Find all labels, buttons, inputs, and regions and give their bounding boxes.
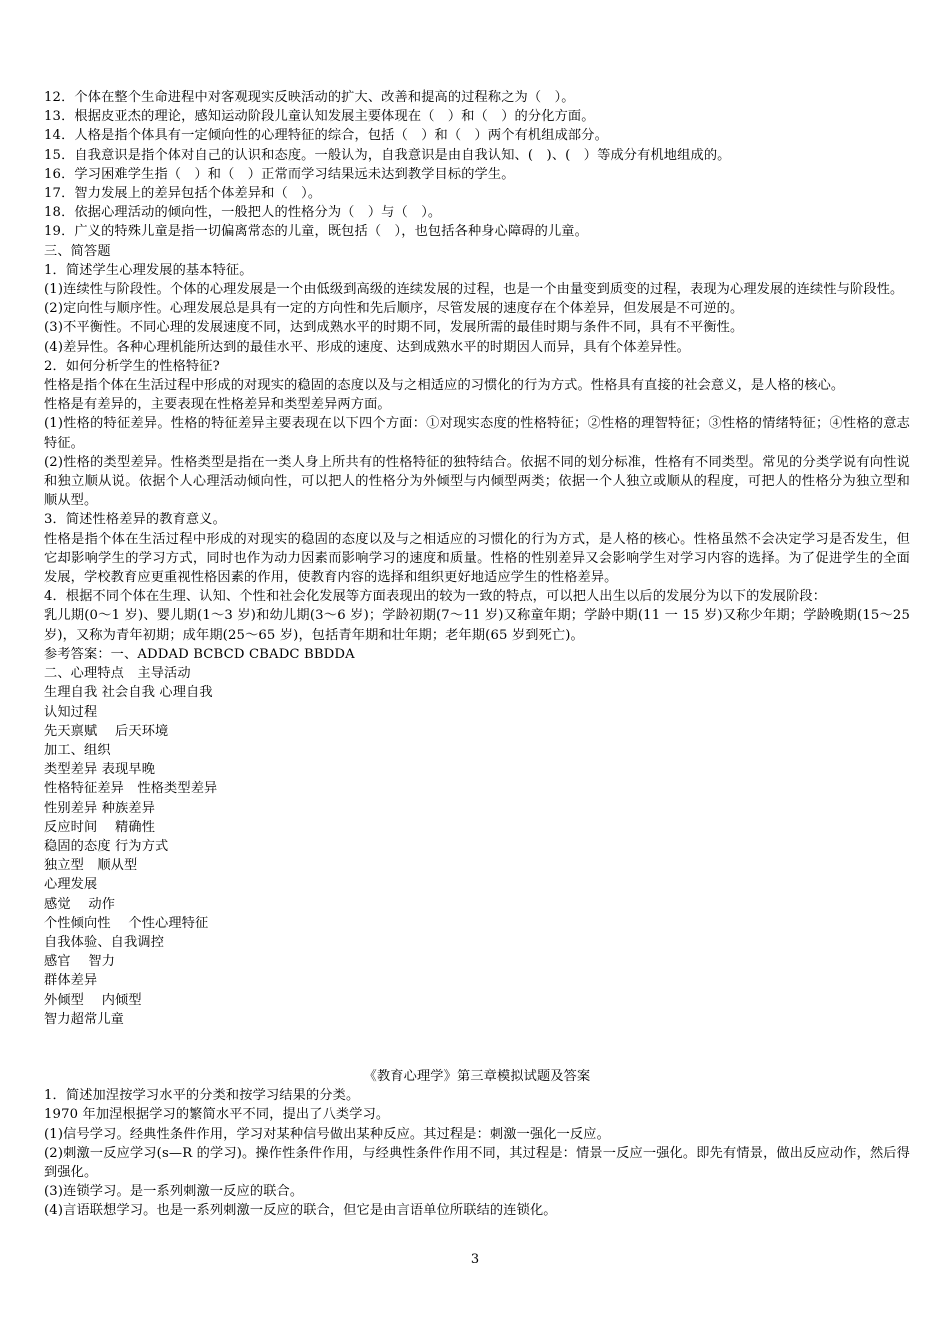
question-3: [44, 510, 910, 587]
answer-item: 感觉 动作: [44, 896, 116, 912]
answer-paragraph: 乳儿期(0～1 岁)、婴儿期(1～3 岁)和幼儿期(3～6 岁)；学龄初期(7～11 岁)又称童年期；学龄中期(11 一 15 岁)又称少年期；学龄晚期(15～25 岁)，又称为青年初期；成年期(25～65 岁)，包括青年期和壮年期；老年期(65 岁到死亡)。: [44, 608, 910, 643]
answer-item: 性别差异 种族差异: [44, 800, 156, 816]
answer-item: 智力超常儿童: [44, 1011, 125, 1027]
document-page: [44, 88, 910, 1221]
answer-item: 心理发展: [44, 877, 98, 893]
question-text: 4．根据不同个体在生理、认知、个性和社会化发展等方面表现出的较为一致的特点，可以把人出生以后的发展分为以下的发展阶段：: [44, 589, 827, 605]
answer-item: 感官 智力: [44, 954, 116, 970]
answer-paragraph: (1)连续性与阶段性。个体的心理发展是一个由低级到高级的连续发展的过程，也是一个由量变到质变的过程，表现为心理发展的连续性与阶段性。: [44, 282, 904, 298]
chapter-title: 《教育心理学》第三章模拟试题及答案: [363, 1068, 591, 1084]
answer-paragraph: (2)性格的类型差异。性格类型是指在一类人身上所共有的性格特征的独特结合。依据不同的划分标准，性格有不同类型。常见的分类学说有向性说和独立顺从说。依据个人心理活动倾向性，可以把人的性格分为外倾型与内倾型两类；依据一个人独立或顺从的程度，可把人的性格分为独立型和顺从型。: [44, 454, 910, 509]
answer-paragraph: (4)言语联想学习。也是一系列刺激一反应的联合，但它是由言语单位所联结的连锁化。: [44, 1203, 557, 1219]
answer-key-line: 参考答案：一、ADDAD BCBCD CBADC BBDDA: [44, 646, 355, 662]
answer-item: 反应时间 精确性: [44, 819, 156, 835]
fill-item-18: 18．依据心理活动的倾向性，一般把人的性格分为（ ）与（ ）。: [44, 205, 442, 221]
answer-paragraph: (4)差异性。各种心理机能所达到的最佳水平、形成的速度、达到成熟水平的时期因人而异，具有个体差异性。: [44, 339, 690, 355]
answer-item: 个性倾向性 个性心理特征: [44, 915, 209, 931]
section-heading: 三、简答题: [44, 243, 111, 259]
question-text: 1．简述加涅按学习水平的分类和按学习结果的分类。: [44, 1088, 360, 1104]
answer-paragraph: (3)连锁学习。是一系列刺激一反应的联合。: [44, 1184, 304, 1200]
question-text: 1．简述学生心理发展的基本特征。: [44, 262, 253, 278]
answer-item: 群体差异: [44, 973, 98, 989]
answer-paragraph: (1)信号学习。经典性条件作用，学习对某种信号做出某种反应。其过程是：刺激一强化一反应。: [44, 1126, 610, 1142]
question-text: 3．简述性格差异的教育意义。: [44, 512, 226, 528]
answer-item: 独立型 顺从型: [44, 858, 138, 874]
answer-item: 自我体验、自我调控: [44, 934, 165, 950]
answer-paragraph: 性格是有差异的，主要表现在性格差异和类型差异两方面。: [44, 397, 391, 413]
answer-item: 生理自我 社会自我 心理自我: [44, 685, 213, 701]
question-1: [44, 261, 910, 357]
answer-item: 稳固的态度 行为方式: [44, 838, 169, 854]
page-number: 3: [470, 1252, 480, 1267]
answer-paragraph: 性格是指个体在生活过程中形成的对现实的稳固的态度以及与之相适应的习惯化的行为方式，是人格的核心。性格虽然不会决定学习是否发生，但它却影响学生的学习方式，同时也作为动力因素而影响学习的速度和质量。性格的性别差异又会影响学生对学习内容的选择。为了促进学生的全面发展，学校教育应更重视性格因素的作用，使教育内容的选择和组织更好地适应学生的性格差异。: [44, 531, 910, 586]
fill-item-12: 12．个体在整个生命进程中对客观现实反映活动的扩大、改善和提高的过程称之为（ ）。: [44, 90, 575, 105]
reference-answers: [44, 645, 910, 1029]
question-4: [44, 587, 910, 645]
fill-item-13: 13．根据皮亚杰的理论，感知运动阶段儿童认知发展主要体现在（ ）和（ ）的分化方面。: [44, 109, 595, 125]
answer-item: 二、心理特点 主导活动: [44, 666, 191, 682]
fill-item-15: 15．自我意识是指个体对自己的认识和态度。一般认为，自我意识是由自我认知、( )、( ）等成分有机地组成的。: [44, 147, 731, 163]
answer-paragraph: 性格是指个体在生活过程中形成的对现实的稳固的态度以及与之相适应的习惯化的行为方式。性格具有直接的社会意义，是人格的核心。: [44, 378, 845, 394]
fill-blank-list: [44, 88, 910, 242]
answer-paragraph: (3)不平衡性。不同心理的发展速度不同，达到成熟水平的时期不同，发展所需的最佳时期与条件不同，具有不平衡性。: [44, 320, 744, 336]
answer-paragraph: (2)刺激一反应学习(s—R 的学习)。操作性条件作用，与经典性条件作用不同，其过程是：情景一反应一强化。即先有情景，做出反应动作，然后得到强化。: [44, 1145, 910, 1180]
answer-item: 性格特征差异 性格类型差异: [44, 781, 218, 797]
fill-item-19: 19．广义的特殊儿童是指一切偏离常态的儿童，既包括（ ），也包括各种身心障碍的儿童。: [44, 224, 588, 240]
answer-item: 认知过程: [44, 704, 98, 720]
question-text: 2．如何分析学生的性格特征?: [44, 358, 220, 374]
fill-item-14: 14．人格是指个体具有一定倾向性的心理特征的综合，包括（ ）和（ ）两个有机组成部分。: [44, 128, 608, 144]
answer-paragraph: (2)定向性与顺序性。心理发展总是具有一定的方向性和先后顺序，尽管发展的速度存在个体差异，但发展是不可逆的。: [44, 301, 744, 317]
answer-item: 加工、组织: [44, 742, 111, 758]
answer-paragraph: 1970 年加涅根据学习的繁简水平不同，提出了八类学习。: [44, 1107, 390, 1123]
fill-item-17: 17．智力发展上的差异包括个体差异和（ ）。: [44, 186, 322, 202]
answer-item: 外倾型 内倾型: [44, 992, 142, 1008]
chapter3-question-1: [44, 1086, 910, 1220]
question-2: [44, 357, 910, 511]
answer-item: 类型差异 表现早晚: [44, 762, 156, 778]
answer-item: 先天禀赋 后天环境: [44, 723, 169, 739]
fill-item-16: 16．学习困难学生指（ ）和（ ）正常而学习结果远未达到教学目标的学生。: [44, 166, 515, 182]
answer-paragraph: (1)性格的特征差异。性格的特征差异主要表现在以下四个方面：①对现实态度的性格特征；②性格的理智特征；③性格的情绪特征；④性格的意志特征。: [44, 416, 910, 451]
